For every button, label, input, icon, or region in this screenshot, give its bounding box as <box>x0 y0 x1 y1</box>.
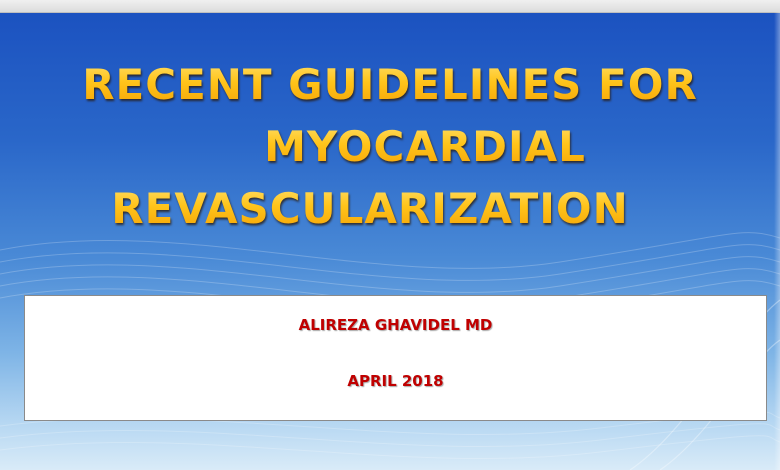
subtitle-box <box>24 295 767 421</box>
author-name: ALIREZA GHAVIDEL MD <box>298 316 493 334</box>
title-line-1: RECENT GUIDELINES FOR <box>60 54 720 116</box>
slide-title <box>60 54 720 240</box>
title-line-2: MYOCARDIAL <box>60 116 720 178</box>
presentation-date: APRIL 2018 <box>347 372 444 390</box>
title-line-3: REVASCULARIZATION <box>60 178 720 240</box>
right-edge-highlight <box>774 12 780 470</box>
